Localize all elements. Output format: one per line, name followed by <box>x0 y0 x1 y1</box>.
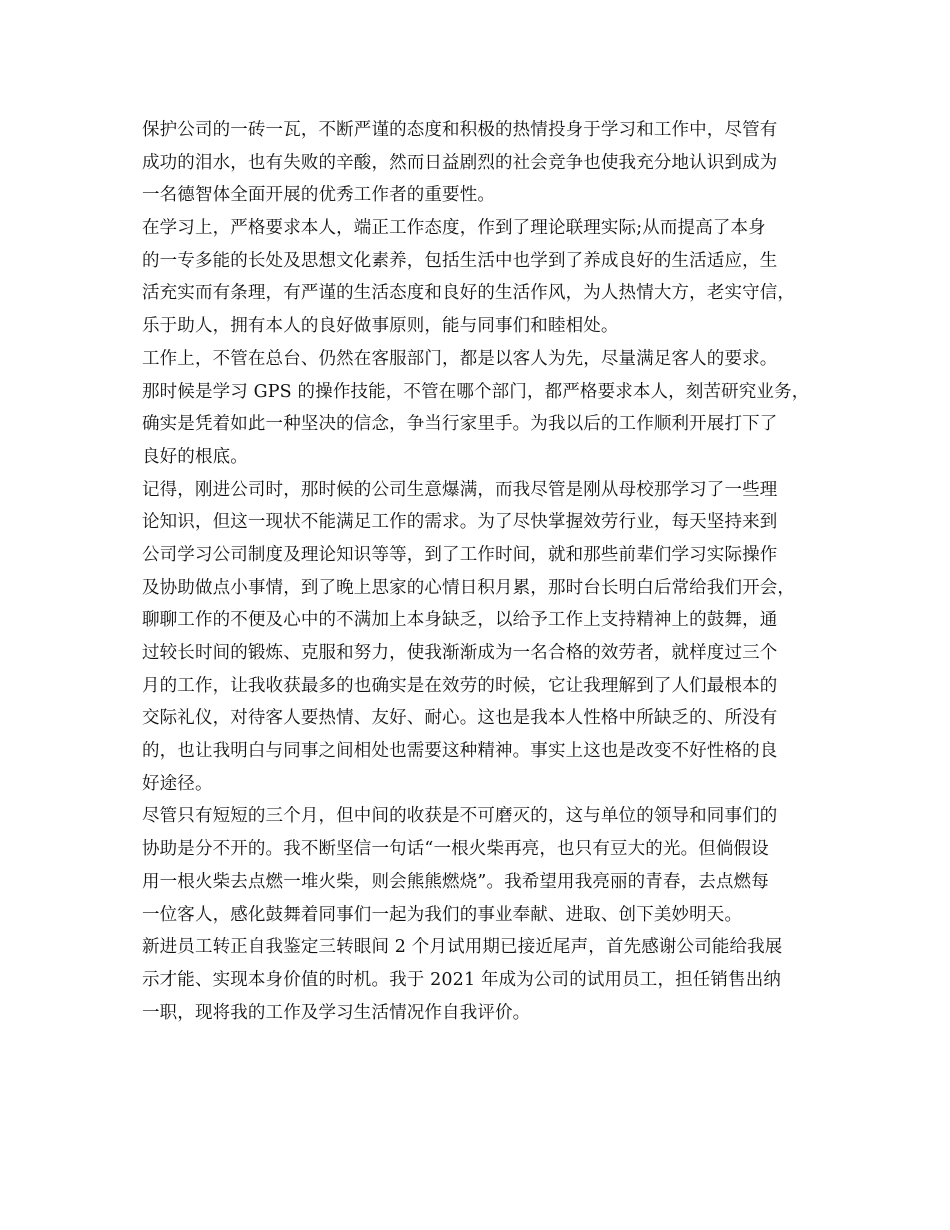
text-line: 尽管只有短短的三个月，但中间的收获是不可磨灭的，这与单位的领导和同事们的 <box>142 806 778 827</box>
text-line: 乐于助人，拥有本人的良好做事原则，能与同事们和睦相处。 <box>142 316 619 337</box>
text-line: 记得，刚进公司时，那时候的公司生意爆满，而我尽管是刚从母校那学习了一些理 <box>142 479 778 500</box>
text-line: 保护公司的一砖一瓦，不断严谨的态度和积极的热情投身于学习和工作中，尽管有 <box>142 120 778 140</box>
text-line: 好途径。 <box>142 773 213 794</box>
text-line: 一职，现将我的工作及学习生活情况作自我评价。 <box>142 1002 531 1023</box>
text-line: 论知识，但这一现状不能满足工作的需求。为了尽快掌握效劳行业，每天坚持来到 <box>142 512 778 533</box>
text-line: 成功的泪水，也有失败的辛酸，然而日益剧烈的社会竞争也使我充分地认识到成为 <box>142 152 778 173</box>
text-line: 公司学习公司制度及理论知识等等，到了工作时间，就和那些前辈们学习实际操作 <box>142 544 778 565</box>
text-line: 协助是分不开的。我不断坚信一句话“一根火柴再亮，也只有豆大的光。但倘假设 <box>142 839 769 860</box>
text-line: 的，也让我明白与同事之间相处也需要这种精神。事实上这也是改变不好性格的良 <box>142 741 778 762</box>
text-line: 一名德智体全面开展的优秀工作者的重要性。 <box>142 185 495 206</box>
text-line: 示才能、实现本身价值的时机。我于 2021 年成为公司的试用员工，担任销售出纳 <box>142 969 782 990</box>
text-line: 及协助做点小事情，到了晚上思家的心情日积月累，那时台长明白后常给我们开会， <box>142 577 796 598</box>
text-line: 良好的根底。 <box>142 446 248 467</box>
text-line: 交际礼仪，对待客人要热情、友好、耐心。这也是我本人性格中所缺乏的、所没有 <box>142 708 778 729</box>
text-line: 新进员工转正自我鉴定三转眼间 2 个月试用期已接近尾声，首先感谢公司能给我展 <box>142 937 783 958</box>
text-line: 的一专多能的长处及思想文化素养，包括生活中也学到了养成良好的生活适应，生 <box>142 250 778 271</box>
text-line: 一位客人，感化鼓舞着同事们一起为我们的事业奉献、进取、创下美妙明天。 <box>142 904 743 925</box>
text-line: 用一根火柴去点燃一堆火柴，则会熊熊燃烧”。我希望用我亮丽的青春，去点燃每 <box>142 871 769 892</box>
text-line: 在学习上，严格要求本人，端正工作态度，作到了理论联理实际;从而提高了本身 <box>142 218 766 239</box>
text-line: 活充实而有条理，有严谨的生活态度和良好的生活作风，为人热情大方，老实守信， <box>142 283 796 304</box>
document-body <box>142 114 826 1029</box>
text-line: 聊聊工作的不便及心中的不满加上本身缺乏，以给予工作上支持精神上的鼓舞，通 <box>142 610 778 631</box>
text-line: 那时候是学习 GPS 的操作技能，不管在哪个部门，都严格要求本人，刻苦研究业务， <box>142 381 810 402</box>
text-line: 确实是凭着如此一种坚决的信念，争当行家里手。为我以后的工作顺利开展打下了 <box>142 414 778 435</box>
text-line: 工作上，不管在总台、仍然在客服部门，都是以客人为先，尽量满足客人的要求。 <box>142 348 778 369</box>
text-line: 月的工作，让我收获最多的也确实是在效劳的时候，它让我理解到了人们最根本的 <box>142 675 778 696</box>
text-line: 过较长时间的锻炼、克服和努力，使我渐渐成为一名合格的效劳者，就样度过三个 <box>142 643 778 663</box>
